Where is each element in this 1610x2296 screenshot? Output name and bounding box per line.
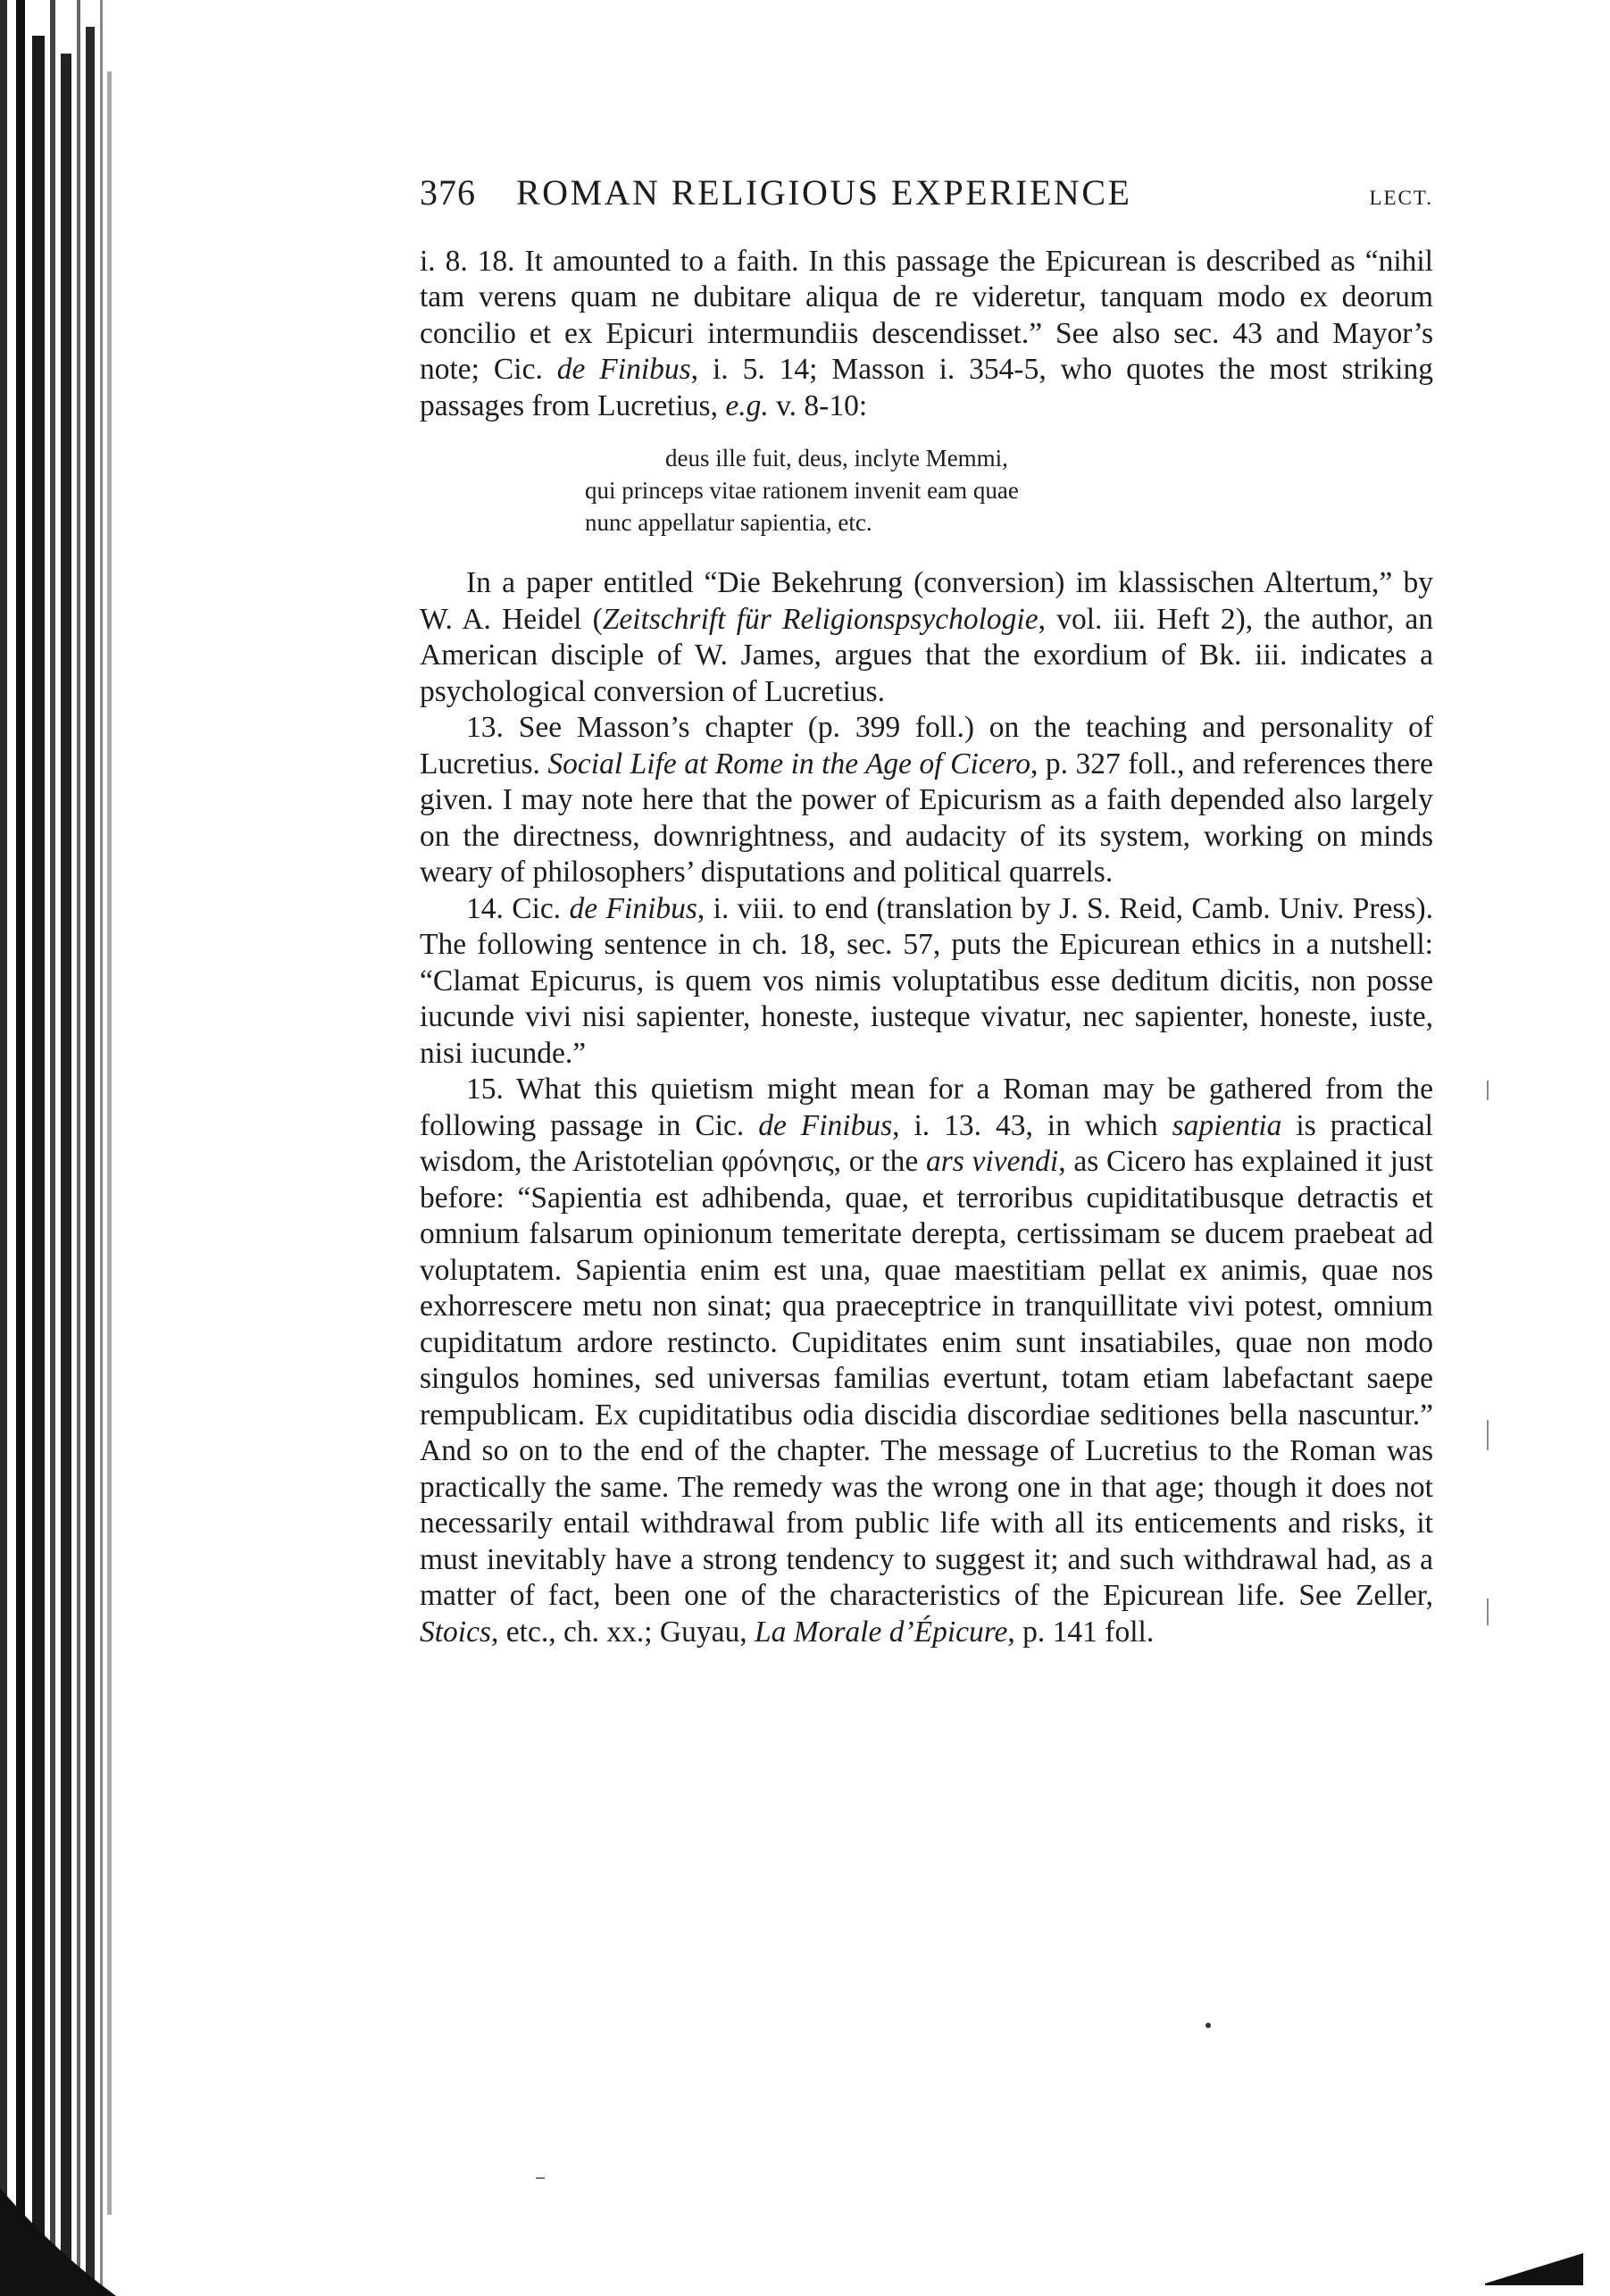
running-title: ROMAN RELIGIOUS EXPERIENCE	[516, 172, 1132, 213]
text-run: In a paper entitled “Die Bekehrung (conversion) im klassischen Altertum,” by W. A. Heidel (	[420, 566, 1433, 636]
verse-quotation	[585, 442, 1433, 539]
note-15	[420, 1072, 1433, 1650]
note-paragraph-2	[420, 565, 1433, 710]
text-run: is practical wisdom, the Aristotelian φρόνησις, or the	[420, 1108, 1433, 1178]
note-paragraph-1	[420, 244, 1433, 425]
italic-run: sapientia	[1172, 1108, 1282, 1142]
text-run: , etc., ch. xx.; Guyau,	[491, 1615, 755, 1649]
text-run: 13. See Masson’s chapter (p. 399 foll.) on the teaching and personality of Lucretius.	[420, 711, 1433, 781]
italic-run: La Morale d’Épicure	[754, 1615, 1008, 1649]
margin-mark	[1487, 1599, 1489, 1625]
verse-line-1: deus ille fuit, deus, inclyte Memmi,	[665, 445, 1008, 472]
italic-run: e.g.	[725, 388, 769, 422]
margin-mark	[1487, 1420, 1489, 1450]
italic-run: de Finibus	[556, 353, 691, 386]
book-page	[420, 172, 1434, 1650]
verse-line-3: nunc appellatur sapientia, etc.	[585, 509, 872, 536]
scan-corner-mark	[1485, 2250, 1583, 2285]
running-head	[420, 172, 1433, 217]
verse-line-2: qui princeps vitae rationem invenit eam quae	[585, 477, 1019, 504]
italic-run: Zeitschrift für Religionspsychologie	[602, 602, 1039, 636]
ink-mark	[536, 2177, 545, 2179]
italic-run: Social Life at Rome in the Age of Cicero	[547, 747, 1031, 781]
section-label: LECT.	[1369, 187, 1433, 209]
text-run: v. 8-10:	[768, 388, 868, 422]
text-run: 15. What this quietism might mean for a Roman may be gathered from the following passage in Cic.	[420, 1073, 1433, 1142]
text-run: , p. 327 foll., and references there given. I may note here that the power of Epicurism as a faith depended also largely on the directness, downrightness, and audacity of its system, working on minds weary of philosophers’ disputations and political quarrels.	[420, 747, 1433, 889]
text-run: i. 8. 18. It amounted to a faith. In this passage the Epicurean is described as “nihil tam verens quam ne dubitare aliqua de re videretur, tanquam modo ex deorum concilio et ex Epicuri intermundiis descendisset.” See also sec. 43 and Mayor’s note; Cic.	[420, 244, 1433, 386]
text-run: , i. 13. 43, in which	[892, 1108, 1172, 1142]
italic-run: Stoics	[420, 1615, 492, 1649]
text-run: 14. Cic.	[466, 891, 570, 925]
note-13	[420, 710, 1433, 891]
text-run: , i. viii. to end (translation by J. S. Reid, Camb. Univ. Press). The following sentence in ch. 18, sec. 57, puts the Epicurean ethics in a nutshell: “Clamat Epicurus, is quem vos nimis voluptatibus esse deditum dicitis, non posse iucunde vivi nisi sapienter, honeste, iusteque vivatur, nec sapienter, honeste, iuste, nisi iucunde.”	[420, 891, 1434, 1070]
italic-run: de Finibus	[758, 1108, 893, 1142]
text-run: , vol. iii. Heft 2), the author, an American disciple of W. James, argues that the exordium of Bk. iii. indicates a psychological conversion of Lucretius.	[420, 602, 1433, 708]
text-run: , i. 5. 14; Masson i. 354-5, who quotes the most striking passages from Lucretius,	[420, 353, 1433, 422]
binding-gutter	[0, 0, 125, 2296]
ink-speck	[1205, 2023, 1211, 2028]
text-run: , p. 141 foll.	[1007, 1615, 1155, 1649]
italic-run: ars vivendi	[925, 1145, 1059, 1178]
margin-mark	[1487, 1081, 1489, 1100]
text-run: , as Cicero has explained it just before: “Sapientia est adhibenda, quae, et terroribus cupiditatibusque detractis et omnium falsarum opinionum temeritate derepta, certissimam se ducem praebeat ad voluptatem. Sapientia enim est una, quae maestitiam pellat ex animis, quae nos exhorrescere metu non sinat; qua praeceptrice in tranquillitate vivi potest, omnium cupiditatum ardore restincto. Cupiditates enim sunt insatiabiles, quae non modo singulos homines, sed universas familias evertunt, totam etiam labefactant saepe rempublicam. Ex cupiditatibus odia discidia discordiae seditiones bella nascuntur.” And so on to the end of the chapter. The message of Lucretius to the Roman was practically the same. The remedy was the wrong one in that age; though it does not necessarily entail withdrawal from public life with all its enticements and risks, it must inevitably have a strong tendency to suggest it; and such withdrawal had, as a matter of fact, been one of the characteristics of the Epicurean life. See Zeller,	[420, 1145, 1433, 1612]
italic-run: de Finibus	[569, 891, 697, 925]
note-14	[420, 891, 1433, 1073]
page-number: 376	[420, 172, 476, 213]
